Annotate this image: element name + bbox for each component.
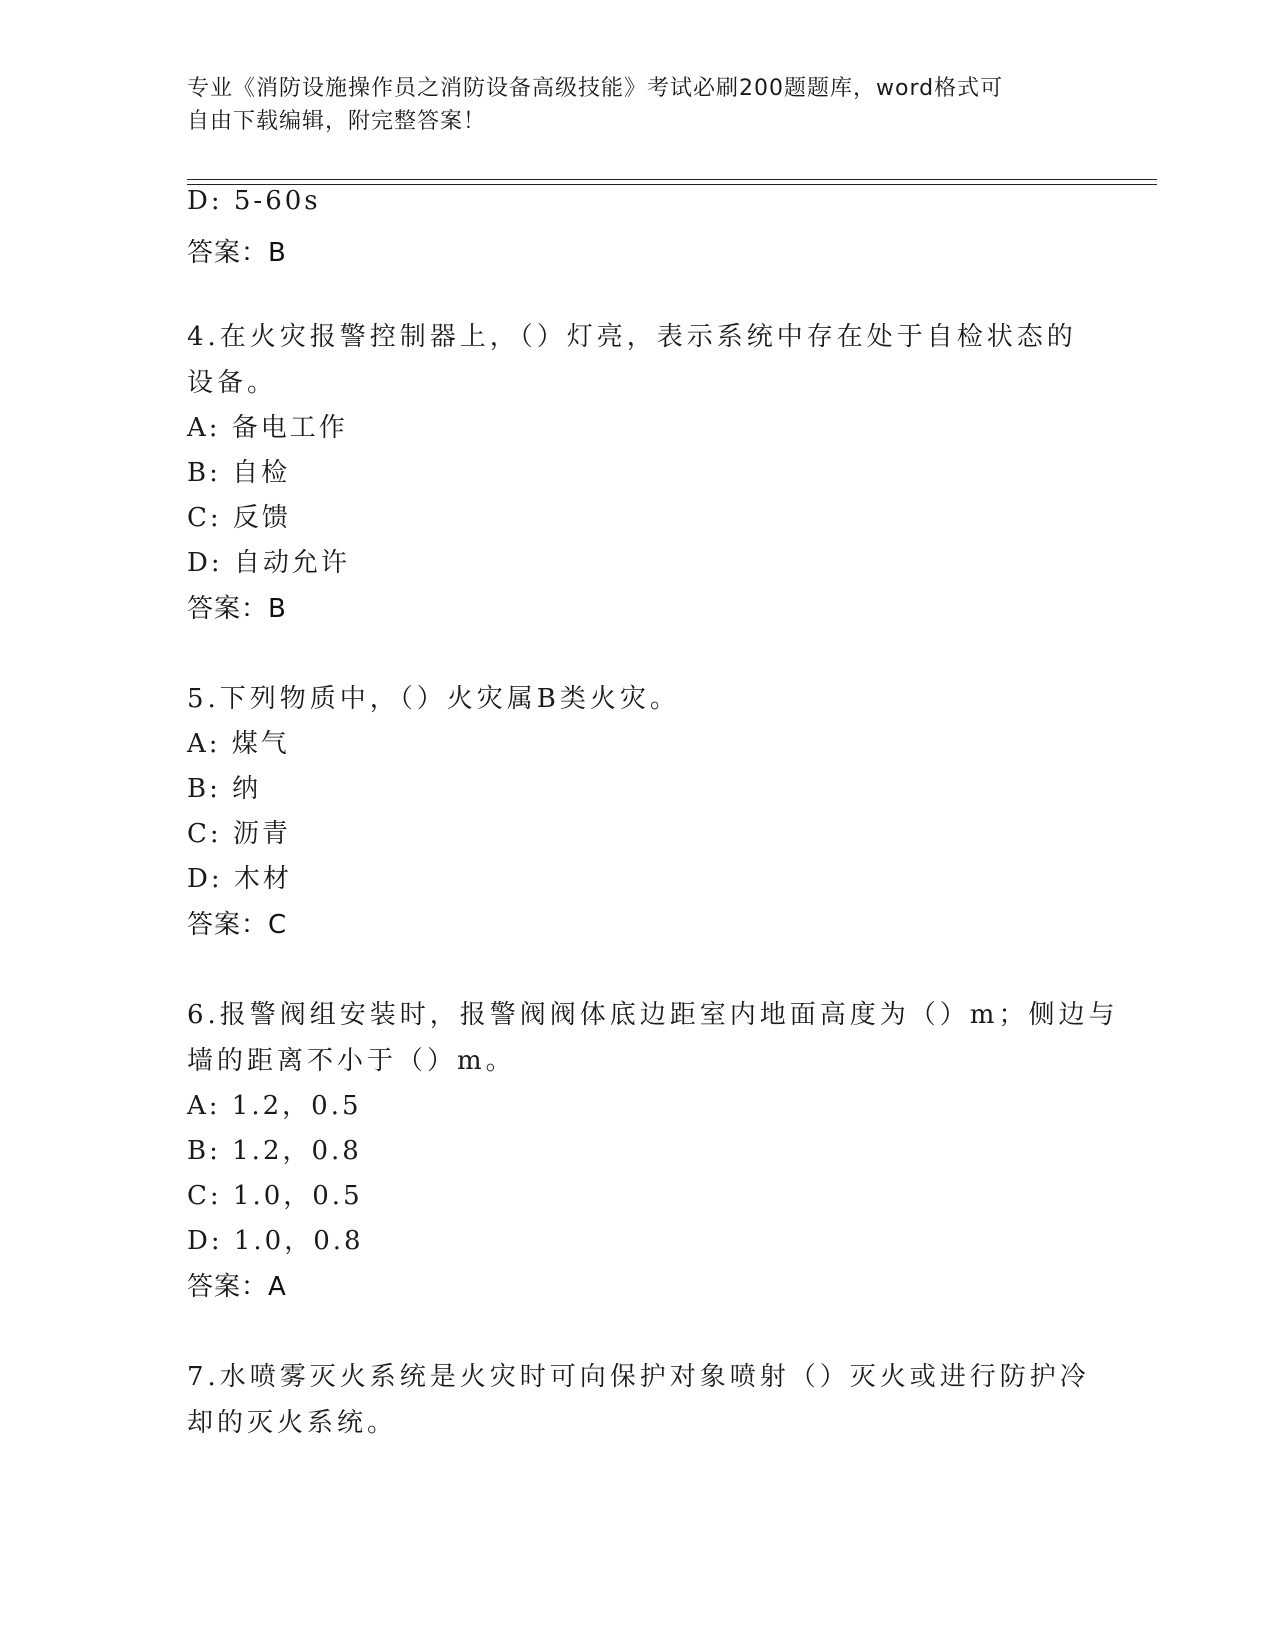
- page-header: [187, 72, 1077, 138]
- question-6-option-b: B: 1.2，0.8: [187, 1136, 362, 1166]
- question-4-option-d: D: 自动允许: [187, 548, 350, 578]
- question-5-option-a: A: 煤气: [187, 729, 290, 759]
- carry-over-option-d: D: 5-60s: [187, 186, 321, 216]
- header-rule-bottom: [187, 184, 1157, 185]
- question-4-stem-line-1: 4.在火灾报警控制器上，（）灯亮，表示系统中存在处于自检状态的: [187, 322, 1077, 352]
- question-4-option-b: B: 自检: [187, 458, 291, 488]
- header-line-2: 自由下载编辑，附完整答案！: [187, 109, 487, 134]
- header-rule-top: [187, 179, 1157, 180]
- question-4-option-c: C: 反馈: [187, 503, 291, 533]
- question-6-stem-line-1: 6.报警阀组安装时，报警阀阀体底边距室内地面高度为（）m；侧边与: [187, 1000, 1119, 1030]
- question-4-answer: 答案：B: [187, 594, 287, 624]
- carry-over-answer: 答案：B: [187, 238, 287, 268]
- question-7-stem-line-2: 却的灭火系统。: [187, 1408, 398, 1438]
- question-5-option-c: C: 沥青: [187, 819, 291, 849]
- question-6-option-c: C: 1.0，0.5: [187, 1181, 363, 1211]
- question-4-option-a: A: 备电工作: [187, 413, 348, 443]
- question-5-answer: 答案：C: [187, 910, 288, 940]
- question-7-stem-line-1: 7.水喷雾灭火系统是火灾时可向保护对象喷射（）灭火或进行防护冷: [187, 1362, 1090, 1392]
- question-5-option-b: B: 纳: [187, 774, 262, 804]
- question-5-stem-line-1: 5.下列物质中，（）火灾属B类火灾。: [187, 684, 680, 714]
- question-6-answer: 答案：A: [187, 1272, 287, 1302]
- question-6-option-d: D: 1.0，0.8: [187, 1226, 364, 1256]
- header-line-1: 专业《消防设施操作员之消防设备高级技能》考试必刷200题题库，word格式可: [187, 76, 1004, 101]
- question-5-option-d: D: 木材: [187, 864, 292, 894]
- question-4-stem-line-2: 设备。: [187, 368, 278, 398]
- question-6-option-a: A: 1.2，0.5: [187, 1091, 362, 1121]
- question-6-stem-line-2: 墙的距离不小于（）m。: [187, 1046, 516, 1076]
